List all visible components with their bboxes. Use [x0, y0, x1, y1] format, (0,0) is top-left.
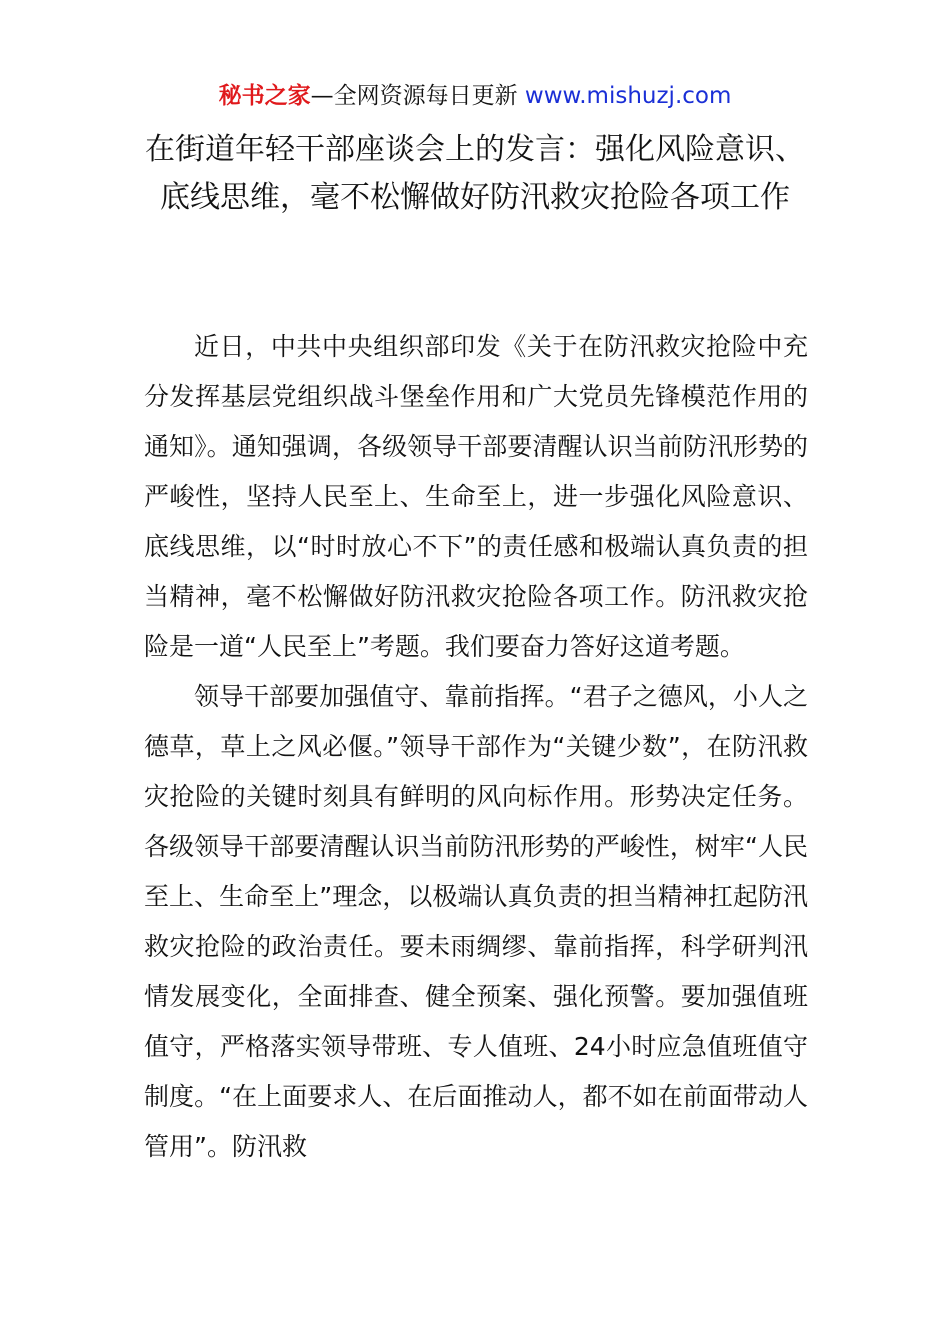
header-tagline: —全网资源每日更新 [310, 83, 525, 109]
site-url-link[interactable]: www.mishuzj.com [524, 83, 732, 109]
site-header [0, 80, 950, 112]
paragraph: 近日，中共中央组织部印发《关于在防汛救灾抢险中充分发挥基层党组织战斗堡垒作用和广大党员先锋模范作用的通知》。通知强调，各级领导干部要清醒认识当前防汛形势的严峻性，坚持人民至上、生命至上，进一步强化风险意识、底线思维，以“时时放心不下”的责任感和极端认真负责的担当精神，毫不松懈做好防汛救灾抢险各项工作。防汛救灾抢险是一道“人民至上”考题。我们要奋力答好这道考题。 [144, 332, 808, 661]
brand-name: 秘书之家 [218, 83, 311, 109]
document-body [144, 322, 808, 1172]
paragraph: 领导干部要加强值守、靠前指挥。“君子之德风，小人之德草，草上之风必偃。”领导干部作为“关键少数”，在防汛救灾抢险的关键时刻具有鲜明的风向标作用。形势决定任务。各级领导干部要清醒认识当前防汛形势的严峻性，树牢“人民至上、生命至上”理念，以极端认真负责的担当精神扛起防汛救灾抢险的政治责任。要未雨绸缪、靠前指挥，科学研判汛情发展变化，全面排查、健全预案、强化预警。要加强值班值守，严格落实领导带班、专人值班、24小时应急值班值守制度。“在上面要求人、在后面推动人，都不如在前面带动人管用”。防汛救 [144, 682, 808, 1161]
document-title: 在街道年轻干部座谈会上的发言：强化风险意识、底线思维，毫不松懈做好防汛救灾抢险各项工作 [145, 132, 805, 215]
